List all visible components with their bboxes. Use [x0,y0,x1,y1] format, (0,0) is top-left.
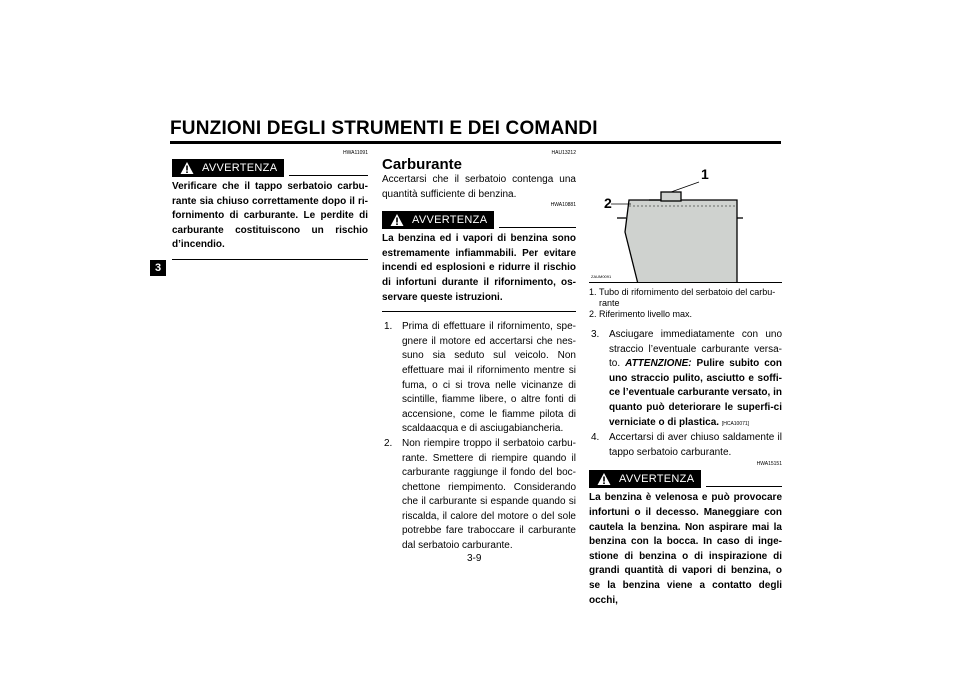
warning-header [382,211,576,229]
list-item [589,287,782,309]
list-item [591,328,782,431]
caution-code: [HCA10071] [721,420,750,427]
list-item [591,431,782,460]
warning-badge [589,470,701,488]
step-text: Prima di effettuare il rifornimento, spe-gnere il motore ed accertarsi che nes-suno sia seduto sul veicolo. Non effettuare mai il rifornimento mentre si fuma, o ci si trova nelle vicinanze di scintille, fiamme libere, o altre fonti di accensione, come le fiamme pilota di scaldaacqua e di asciugabiancheria. [402,321,576,435]
fuel-steps-list-continued [589,328,782,460]
warning-end-rule [172,259,368,260]
warning-code: HWA10881 [550,202,576,209]
attention-label: ATTENZIONE: [625,358,692,370]
fuel-tank-figure [589,154,782,282]
warning-code: HWA15151 [756,461,782,468]
warning-header [172,159,368,177]
step-text: Accertarsi di aver chiuso saldamente il tappo serbatoio carburante. [609,432,782,458]
step-number: 1. [384,321,393,333]
page-header-title: FUNZIONI DEGLI STRUMENTI E DEI COMANDI [170,118,598,139]
warning-rule [706,486,782,487]
section-title: Carburante [382,156,463,173]
legend-text: Tubo di rifornimento del serbatoio del carbu-rante [599,287,776,308]
list-item [384,437,576,554]
step-number: 3. [591,329,600,340]
section-intro: Accertarsi che il serbatoio contenga una quantità sufficiente di benzina. [382,174,576,200]
step-number: 2. [384,437,393,449]
fuel-steps-list [382,320,576,554]
step-number: 4. [591,432,600,444]
warning-end-rule [382,311,576,312]
warning-triangle-icon [597,472,611,486]
chapter-tab: 3 [150,260,166,276]
fuel-tank-illustration [589,154,782,282]
column-1 [172,150,368,260]
legend-rule [589,282,782,283]
column-3 [589,150,782,608]
column-2 [382,150,576,554]
figure-code: ZAUM0091 [591,274,612,279]
figure-callout-1: 1 [701,166,709,182]
list-item [384,320,576,437]
page-number: 3-9 [467,553,482,564]
warning-rule [499,227,576,228]
warning-text: La benzina ed i vapori di benzina sono estremamente infiammabili. Per evitare incendi ed esplosioni e ridurre il rischio di infortuni durante il rifornimento, os-servare queste istruzioni. [382,233,576,303]
page-header-rule [170,141,781,144]
warning-label: AVVERTENZA [619,473,695,486]
warning-code: HWA11091 [342,150,368,156]
warning-text: La benzina è velenosa e può provocare infortuni o il decesso. Maneggiare con cautela la benzina. Non aspirare mai la benzina con la bocca. In caso di inge-stione di benzina o di inspirazione di grandi quantità di vapori di benzina, o se la benzina viene a contatto degli occhi, [589,492,782,606]
warning-badge [172,159,284,177]
warning-badge [382,211,494,229]
warning-rule [289,175,368,176]
figure-legend [589,287,782,320]
warning-triangle-icon [390,213,404,227]
step-text: Asciugare immediatamente con uno straccio l’eventuale carburante versa-to. [609,329,782,370]
warning-label: AVVERTENZA [412,214,488,227]
warning-triangle-icon [180,161,194,175]
legend-number: 1. [589,287,597,297]
list-item [589,309,782,320]
legend-text: Riferimento livello max. [599,309,693,319]
step-text: Non riempire troppo il serbatoio carbu-rante. Smettere di riempire quando il carburante raggiunge il fondo del boc-chettone riempimento. Considerando che il carburante si espande quando si riscalda, il calore del motore o del sole potrebbe fare traboccare il carburante dal serbatoio carburante. [402,437,576,552]
legend-number: 2. [589,309,597,319]
section-code: HAU13212 [551,150,576,156]
figure-callout-2: 2 [604,195,612,211]
warning-label: AVVERTENZA [202,162,278,174]
warning-text: Verificare che il tappo serbatoio carbu-rante sia chiuso correttamente dopo il ri-fornimento di carburante. Le perdite di carburante costituiscono un rischio d’incendio. [172,181,368,251]
attention-text: Pulire subito con uno straccio pulito, asciutto e soffi-ce l’eventuale carburante versato, in quanto può deteriorare le superfi-ci verniciate o di plastica. [609,358,783,428]
warning-header [589,470,782,488]
